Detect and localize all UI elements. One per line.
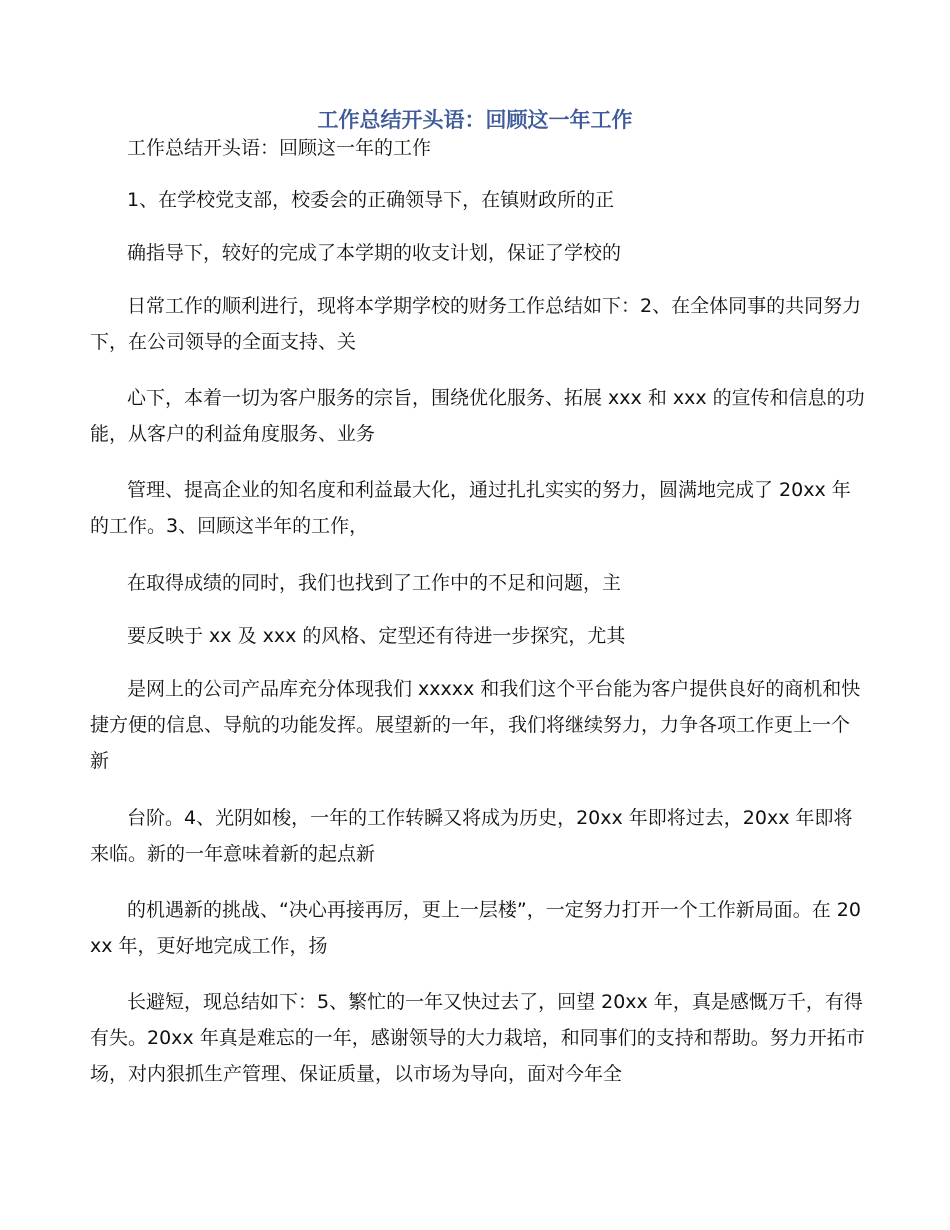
paragraph: 是网上的公司产品库充分体现我们 xxxxx 和我们这个平台能为客户提供良好的商机和快捷方便的信息、导航的功能发挥。展望新的一年，我们将继续努力，力争各项工作更上一个新 <box>90 678 861 772</box>
paragraph: 台阶。4、光阴如梭，一年的工作转瞬又将成为历史，20xx 年即将过去，20xx 年即将来临。新的一年意味着新的起点新 <box>90 807 853 865</box>
paragraph: 心下，本着一切为客户服务的宗旨，围绕优化服务、拓展 xxx 和 xxx 的宣传和信息的功能，从客户的利益角度服务、业务 <box>90 387 865 445</box>
paragraph: 工作总结开头语：回顾这一年的工作 <box>127 137 432 159</box>
paragraph: 日常工作的顺利进行，现将本学期学校的财务工作总结如下：2、在全体同事的共同努力下，在公司领导的全面支持、关 <box>90 295 862 353</box>
paragraph: 长避短，现总结如下：5、繁忙的一年又快过去了，回望 20xx 年，真是感慨万千，有得有失。20xx 年真是难忘的一年，感谢领导的大力栽培，和同事们的支持和帮助。努力开拓市场，对内狠抓生产管理、保证质量，以市场为导向，面对今年全 <box>90 991 865 1085</box>
paragraph: 1、在学校党支部，校委会的正确领导下，在镇财政所的正 <box>127 189 615 211</box>
document-title: 工作总结开头语：回顾这一年工作 <box>317 108 633 132</box>
paragraph: 要反映于 xx 及 xxx 的风格、定型还有待进一步探究，尤其 <box>127 625 626 647</box>
paragraph: 确指导下，较好的完成了本学期的收支计划，保证了学校的 <box>127 242 622 264</box>
paragraph: 管理、提高企业的知名度和利益最大化，通过扎扎实实的努力，圆满地完成了 20xx 年的工作。3、回顾这半年的工作， <box>90 479 851 537</box>
paragraph: 的机遇新的挑战、“决心再接再厉，更上一层楼”，一定努力打开一个工作新局面。在 20xx 年，更好地完成工作，扬 <box>90 899 861 957</box>
paragraph: 在取得成绩的同时，我们也找到了工作中的不足和问题，主 <box>127 572 622 594</box>
